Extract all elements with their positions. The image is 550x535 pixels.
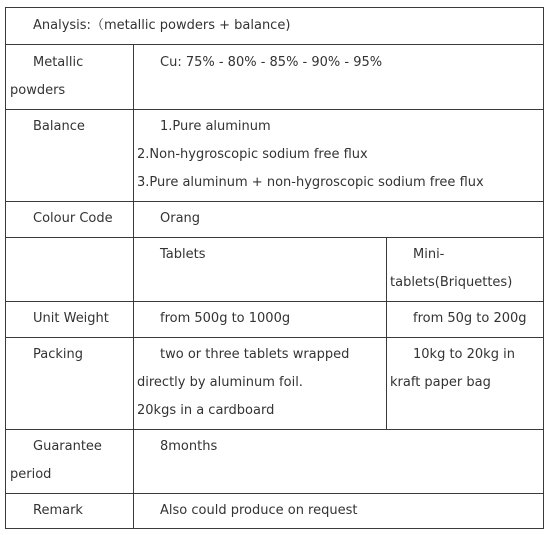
colour-value bbox=[137, 205, 200, 233]
unit-weight-mini bbox=[390, 305, 527, 333]
remark-label bbox=[10, 497, 83, 525]
guarantee-label bbox=[10, 433, 102, 489]
analysis-header bbox=[10, 12, 290, 40]
packing-tablets bbox=[137, 341, 349, 425]
packing-mini-line2: kraft paper bag bbox=[390, 375, 491, 390]
packing-tablets-line2: directly by aluminum foil. bbox=[137, 375, 303, 390]
balance-value bbox=[137, 113, 484, 197]
balance-label bbox=[10, 113, 85, 141]
tablets-header bbox=[137, 241, 206, 269]
balance-label-text: Balance bbox=[33, 119, 85, 134]
row-divider bbox=[6, 109, 543, 110]
remark-label-text: Remark bbox=[33, 503, 83, 518]
balance-item-1: 1.Pure aluminum bbox=[160, 119, 271, 134]
row-divider bbox=[6, 337, 543, 338]
spec-table bbox=[5, 7, 544, 529]
row-divider bbox=[6, 44, 543, 45]
packing-mini-line1: 10kg to 20kg in bbox=[413, 347, 515, 362]
analysis-text: Analysis:（metallic powders + balance) bbox=[33, 18, 291, 33]
mini-tablets-header-line1: Mini- bbox=[413, 247, 445, 262]
row-divider bbox=[6, 237, 543, 238]
metallic-label bbox=[10, 49, 83, 105]
metallic-value bbox=[137, 49, 382, 77]
packing-label-text: Packing bbox=[33, 347, 84, 362]
column-divider bbox=[386, 237, 387, 429]
tablets-header-text: Tablets bbox=[160, 247, 206, 262]
row-divider bbox=[6, 301, 543, 302]
packing-tablets-line1: two or three tablets wrapped bbox=[160, 347, 350, 362]
row-divider bbox=[6, 201, 543, 202]
guarantee-value bbox=[137, 433, 217, 461]
unit-weight-label-text: Unit Weight bbox=[33, 311, 109, 326]
column-divider bbox=[133, 44, 134, 528]
balance-item-3: 3.Pure aluminum + non-hygroscopic sodium free flux bbox=[137, 175, 484, 190]
packing-tablets-line3: 20kgs in a cardboard bbox=[137, 403, 275, 418]
unit-weight-tablets bbox=[137, 305, 290, 333]
row-divider bbox=[6, 429, 543, 430]
metallic-value-text: Cu: 75% - 80% - 85% - 90% - 95% bbox=[160, 55, 383, 70]
colour-value-text: Orang bbox=[160, 211, 201, 226]
mini-tablets-header bbox=[390, 241, 512, 297]
colour-label bbox=[10, 205, 113, 233]
colour-label-text: Colour Code bbox=[33, 211, 113, 226]
unit-weight-tablets-text: from 500g to 1000g bbox=[160, 311, 291, 326]
mini-tablets-header-line2: tablets(Briquettes) bbox=[390, 275, 513, 290]
packing-label bbox=[10, 341, 83, 369]
guarantee-label-line1: Guarantee bbox=[33, 439, 102, 454]
unit-weight-label bbox=[10, 305, 109, 333]
metallic-label-line2: powders bbox=[10, 83, 66, 98]
unit-weight-mini-text: from 50g to 200g bbox=[413, 311, 527, 326]
guarantee-value-text: 8months bbox=[160, 439, 218, 454]
balance-item-2: 2.Non-hygroscopic sodium free flux bbox=[137, 147, 368, 162]
packing-mini bbox=[390, 341, 515, 397]
metallic-label-line1: Metallic bbox=[33, 55, 84, 70]
remark-value-text: Also could produce on request bbox=[160, 503, 358, 518]
guarantee-label-line2: period bbox=[10, 467, 52, 482]
row-divider bbox=[6, 493, 543, 494]
remark-value bbox=[137, 497, 357, 525]
